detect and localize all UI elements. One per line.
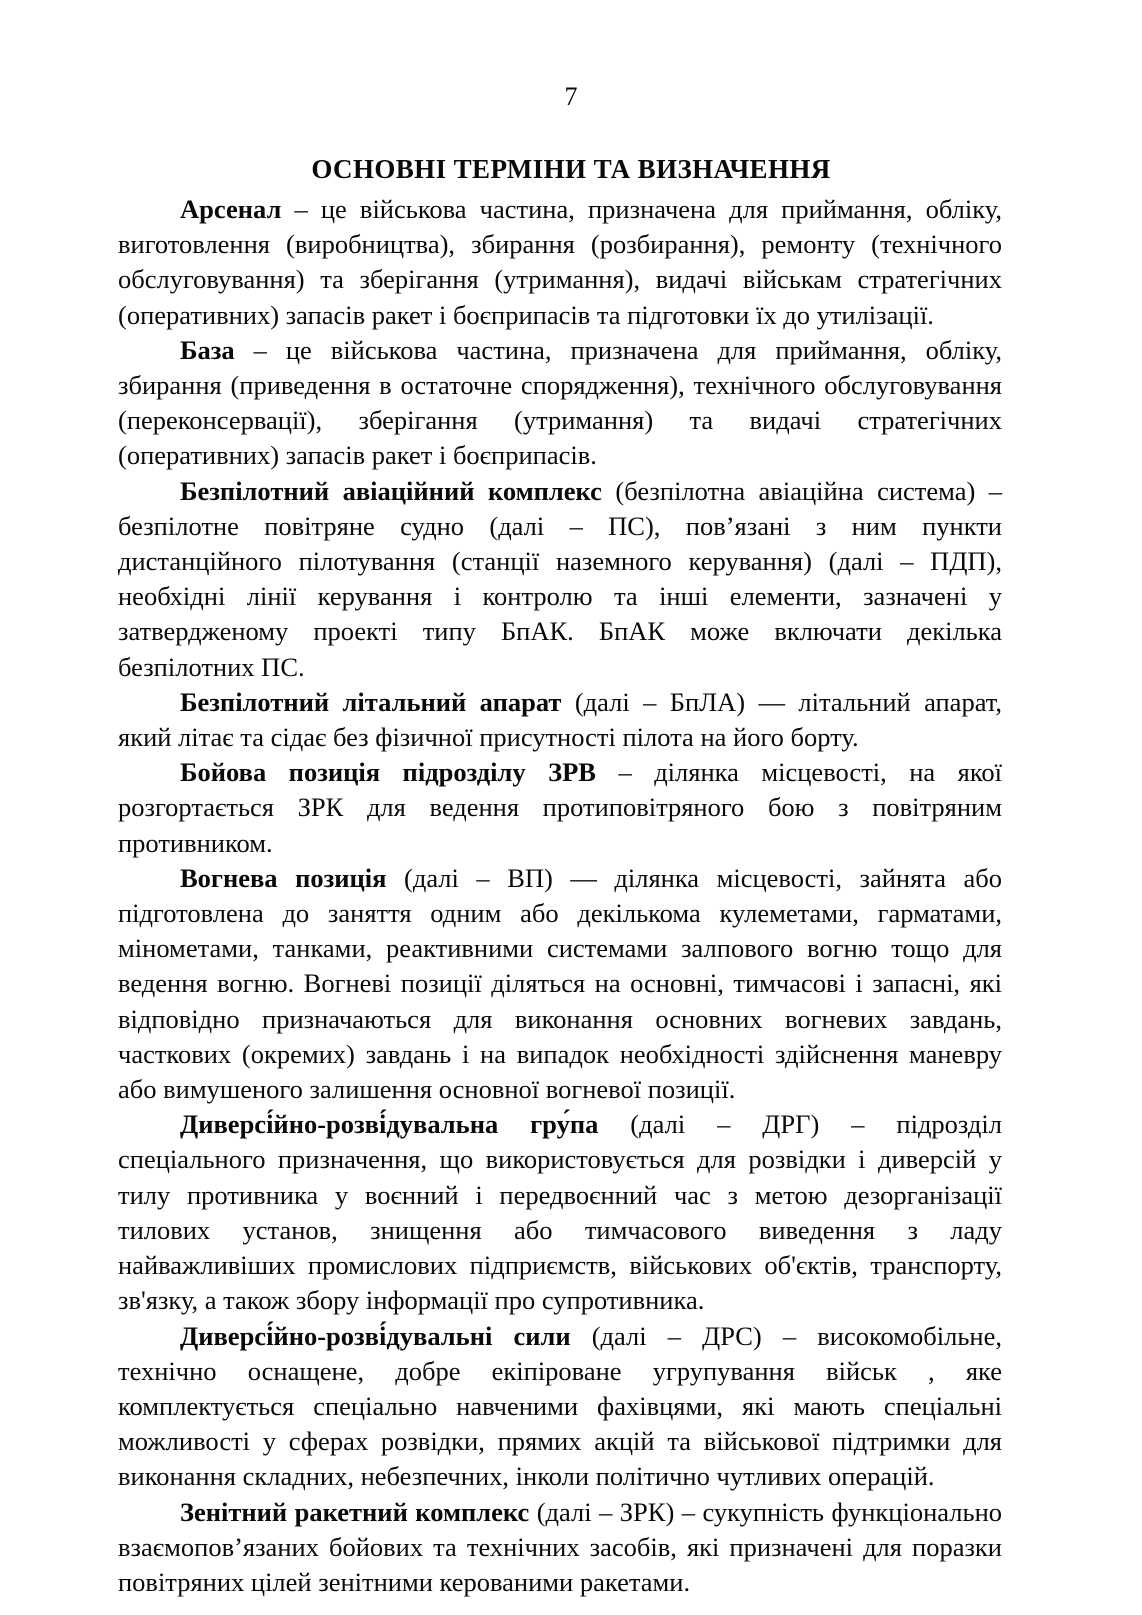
- document-body: [118, 192, 1002, 1600]
- definition-term: Арсенал: [180, 194, 282, 224]
- definition-text: (далі – ДРГ) – підрозділ спеціального призначення, що використовується для розвідки і диверсій у тилу противника у воєнний і передвоєнний час з метою дезорганізації тилових установ, знищення або тимчасового виведення з ладу найважливіших промислових підприємств, військових об'єктів, транспорту, зв'язку, а також збору інформації про супротивника.: [118, 1109, 1002, 1316]
- definition-entry: [118, 333, 1002, 474]
- definition-entry: [118, 474, 1002, 685]
- definition-text: (далі – БпЛА) — літальний апарат, який літає та сідає без фізичної присутності пілота на його борту.: [118, 686, 1002, 753]
- definition-entry: [118, 192, 1002, 333]
- definition-term: Диверсі́йно-розві́дувальна гру́па: [180, 1109, 599, 1140]
- definition-entry: [118, 755, 1002, 861]
- definition-term: Зенітний ракетний комплекс: [180, 1496, 530, 1527]
- definition-entry: [118, 861, 1002, 1107]
- definition-entry: [118, 1495, 1002, 1601]
- page-number: 7: [564, 82, 578, 111]
- definition-entry: [118, 1107, 1002, 1318]
- definition-term: Безпілотний авіаційний комплекс: [180, 475, 602, 506]
- definition-term: Диверсі́йно-розві́дувальні сили: [180, 1320, 571, 1351]
- definition-text: – це військова частина, призначена для приймання, обліку, виготовлення (виробництва), збирання (розбирання), ремонту (технічного обслуговування) та зберігання (утримання), видачі військам стратегічних (оперативних) запасів ракет і боєприпасів та підготовки їх до утилізації.: [118, 194, 1002, 330]
- definition-text: (далі – ЗРК) – сукупність функціонально взаємопов’язаних бойових та технічних засобів, які призначені для поразки повітряних цілей зенітними керованими ракетами.: [118, 1496, 1002, 1597]
- definition-text: – ділянка місцевості, на якої розгортається ЗРК для ведення протиповітряного бою з повітряним противником.: [118, 757, 1003, 858]
- definition-term: Бойова позиція підрозділу ЗРВ: [180, 757, 596, 788]
- definition-text: (далі – ВП) — ділянка місцевості, зайнята або підготовлена до заняття одним або декількома кулеметами, гарматами, мінометами, танками, реактивними системами залпового вогню тощо для ведення вогню. Вогневі позиції діляться на основні, тимчасові і запасні, які відповідно призначаються для виконання основних вогневих завдань, часткових (окремих) завдань і на випадок необхідності здійснення маневру або вимушеного залишення основної вогневої позиції.: [118, 862, 1002, 1105]
- definition-entry: [118, 1319, 1002, 1495]
- definition-term: Безпілотний літальний апарат: [180, 686, 562, 717]
- definition-text: (безпілотна авіаційна система) – безпілотне повітряне судно (далі – ПС), пов’язані з ним пункти дистанційного пілотування (станції наземного керування) (далі – ПДП), необхідні лінії керування і контролю та інші елементи, зазначені у затвердженому проекті типу БпАК. БпАК може включати декілька безпілотних ПС.: [118, 475, 1003, 682]
- definition-term: Вогнева позиція: [180, 862, 387, 893]
- definition-term: База: [180, 334, 235, 365]
- page-title: ОСНОВНІ ТЕРМІНИ ТА ВИЗНАЧЕННЯ: [311, 154, 831, 185]
- definition-entry: [118, 685, 1002, 755]
- definition-text: (далі – ДРС) – високомобільне, технічно оснащене, добре екіпіроване угрупування військ , яке комплектується спеціально навченими фахівцями, які мають спеціальні можливості у сферах розвідки, прямих акцій та військової підтримки для виконання складних, небезпечних, інколи політично чутливих операцій.: [118, 1320, 1002, 1492]
- definition-text: – це військова частина, призначена для приймання, обліку, збирання (приведення в остаточне спорядження), технічного обслуговування (переконсервації), зберігання (утримання) та видачі стратегічних (оперативних) запасів ракет і боєприпасів.: [118, 334, 1002, 471]
